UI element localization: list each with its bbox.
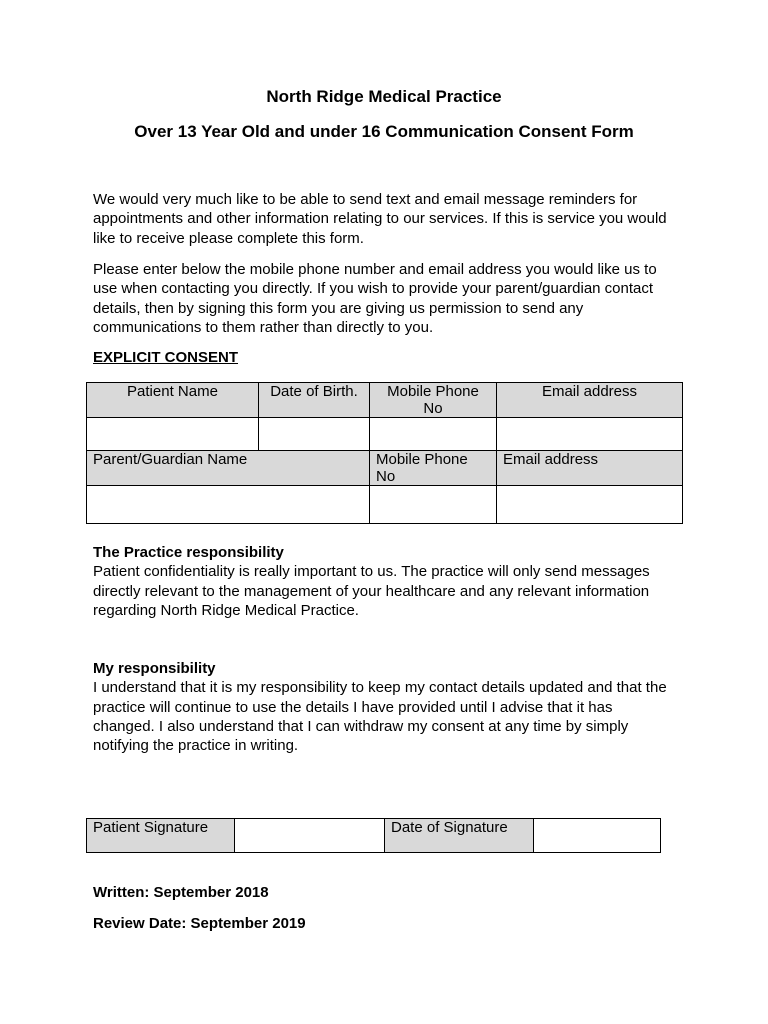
email-header: Email address <box>497 383 683 418</box>
signature-table <box>86 818 661 853</box>
patient-signature-field[interactable] <box>235 819 385 853</box>
date-of-signature-field[interactable] <box>534 819 661 853</box>
patient-name-header: Patient Name <box>87 383 259 418</box>
guardian-mobile-field[interactable] <box>370 486 497 524</box>
guardian-name-header: Parent/Guardian Name <box>87 451 370 486</box>
practice-name: North Ridge Medical Practice <box>266 87 502 106</box>
dob-header: Date of Birth. <box>259 383 370 418</box>
dob-field[interactable] <box>259 418 370 451</box>
review-date: Review Date: September 2019 <box>93 915 306 932</box>
practice-responsibility-section <box>93 543 678 620</box>
guardian-email-field[interactable] <box>497 486 683 524</box>
mobile-phone-header: Mobile Phone No <box>370 383 497 418</box>
intro-paragraph-1: We would very much like to be able to send text and email message reminders for appointments and other information relating to our services. If this is service you would like to receive please complete this form. <box>93 191 667 247</box>
written-date: Written: September 2018 <box>93 884 269 901</box>
explicit-consent-heading: EXPLICIT CONSENT <box>93 349 239 366</box>
practice-responsibility-heading: The Practice responsibility <box>93 544 284 561</box>
mobile-phone-field[interactable] <box>370 418 497 451</box>
my-responsibility-heading: My responsibility <box>93 660 216 677</box>
date-of-signature-label: Date of Signature <box>385 819 534 853</box>
my-responsibility-text: I understand that it is my responsibility to keep my contact details updated and that the practice will continue to use the details I have provided until I advise that it has changed. I also understand that I can withdraw my consent at any time by simply notifying the practice in writing. <box>93 679 667 755</box>
form-title: Over 13 Year Old and under 16 Communication Consent Form <box>134 122 634 141</box>
intro-paragraph-2: Please enter below the mobile phone number and email address you would like us to use when contacting you directly. If you wish to provide your parent/guardian contact details, then by signing this form you are giving us permission to send any communications to them rather than directly to you. <box>93 261 657 336</box>
guardian-mobile-header: Mobile Phone No <box>370 451 497 486</box>
guardian-name-field[interactable] <box>87 486 370 524</box>
email-field[interactable] <box>497 418 683 451</box>
patient-name-field[interactable] <box>87 418 259 451</box>
guardian-email-header: Email address <box>497 451 683 486</box>
practice-responsibility-text: Patient confidentiality is really important to us. The practice will only send messages directly relevant to the management of your healthcare and any relevant information regarding North Ridge Medical Practice. <box>93 563 650 619</box>
consent-details-table <box>86 382 683 524</box>
my-responsibility-section <box>93 659 678 755</box>
patient-signature-label: Patient Signature <box>87 819 235 853</box>
